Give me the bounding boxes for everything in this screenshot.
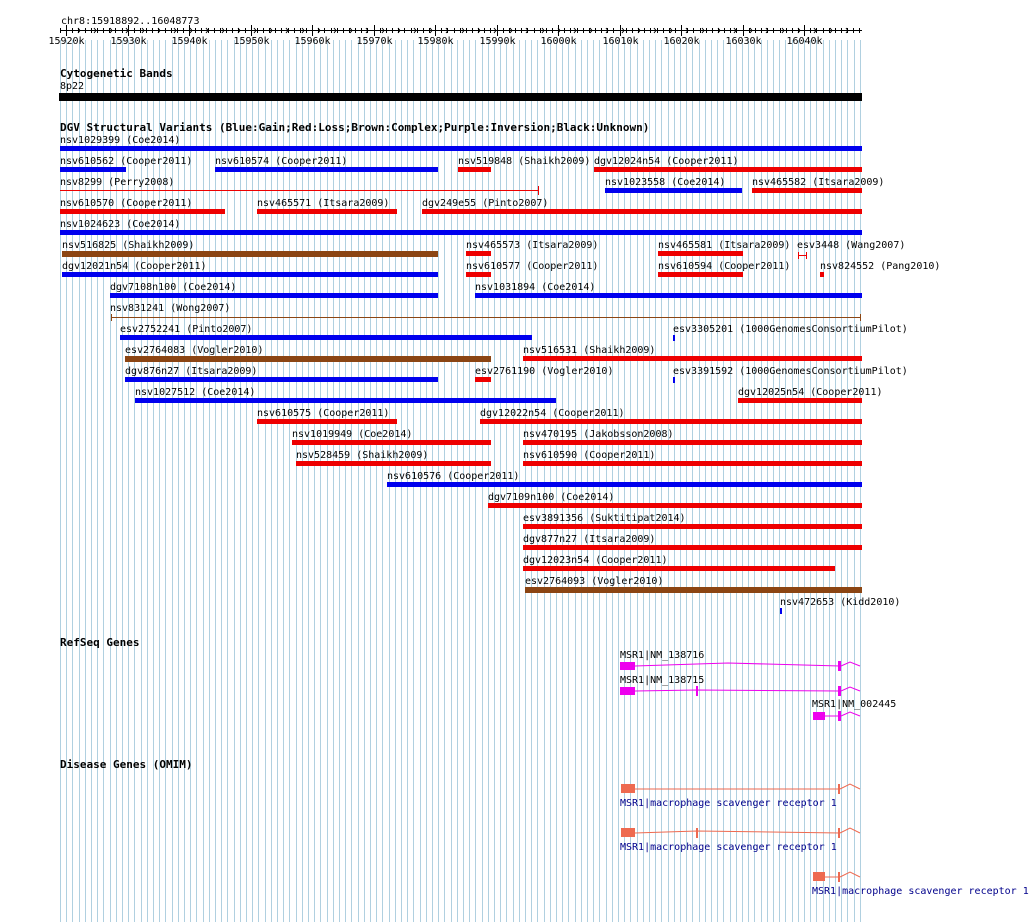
variant-bar[interactable] — [480, 419, 862, 424]
variant-bar[interactable] — [523, 356, 862, 361]
variant-label[interactable]: nsv8299 (Perry2008) — [60, 177, 175, 188]
variant-bar[interactable] — [387, 482, 862, 487]
ruler-tick-label: 16010k — [602, 36, 639, 47]
variant-line-end — [111, 314, 112, 321]
variant-label[interactable]: dgv7109n100 (Coe2014) — [488, 492, 615, 503]
gene-exon — [620, 662, 635, 670]
gene-intron — [635, 831, 840, 833]
ruler-tick-label: 15980k — [417, 36, 454, 47]
variant-label[interactable]: nsv1019949 (Coe2014) — [292, 429, 413, 440]
variant-label[interactable]: esv3305201 (1000GenomesConsortiumPilot) — [673, 324, 908, 335]
variant-bar[interactable] — [466, 272, 491, 277]
variant-label[interactable]: nsv610577 (Cooper2011) — [466, 261, 599, 272]
variant-label[interactable]: dgv12024n54 (Cooper2011) — [594, 156, 739, 167]
variant-bar[interactable] — [135, 398, 556, 403]
variant-label[interactable]: dgv877n27 (Itsara2009) — [523, 534, 656, 545]
ruler-tick-label: 15920k — [48, 36, 85, 47]
variant-label[interactable]: nsv465571 (Itsara2009) — [257, 198, 390, 209]
variant-label[interactable]: nsv465582 (Itsara2009) — [752, 177, 885, 188]
variant-label[interactable]: nsv610576 (Cooper2011) — [387, 471, 520, 482]
variant-label[interactable]: nsv465573 (Itsara2009) — [466, 240, 599, 251]
variant-label[interactable]: nsv610562 (Cooper2011) — [60, 156, 193, 167]
ruler-tick-label: 15930k — [110, 36, 147, 47]
variant-label[interactable]: esv3891356 (Suktitipat2014) — [523, 513, 686, 524]
variant-bar[interactable] — [125, 356, 491, 362]
variant-label[interactable]: nsv610570 (Cooper2011) — [60, 198, 193, 209]
variant-bar[interactable] — [738, 398, 862, 403]
variant-label[interactable]: dgv12023n54 (Cooper2011) — [523, 555, 668, 566]
variant-line-end — [806, 252, 807, 259]
omim-track-title: Disease Genes (OMIM) — [60, 758, 193, 771]
variant-label[interactable]: nsv831241 (Wong2007) — [110, 303, 231, 314]
gene-exon — [696, 686, 698, 696]
variant-bar[interactable] — [594, 167, 862, 172]
variant-label[interactable]: nsv1029399 (Coe2014) — [60, 135, 181, 146]
variant-label[interactable]: dgv12021n54 (Cooper2011) — [62, 261, 207, 272]
variant-label[interactable]: nsv516825 (Shaikh2009) — [62, 240, 195, 251]
variant-label[interactable]: dgv7108n100 (Coe2014) — [110, 282, 237, 293]
variant-bar[interactable] — [60, 146, 862, 151]
ruler-tick-label: 15940k — [171, 36, 208, 47]
variant-label[interactable]: nsv610594 (Cooper2011) — [658, 261, 791, 272]
gene-exon — [838, 686, 841, 696]
variant-bar[interactable] — [525, 587, 862, 593]
gene-exon — [621, 784, 635, 793]
variant-bar[interactable] — [658, 251, 743, 256]
gene-exon — [838, 661, 841, 671]
cytoband-bar[interactable] — [59, 93, 862, 101]
omim-gene-model[interactable] — [810, 869, 870, 885]
gene-label[interactable]: MSR1|NM_138715 — [620, 675, 705, 686]
variant-label[interactable]: dgv12022n54 (Cooper2011) — [480, 408, 625, 419]
ruler-tick-label: 16040k — [786, 36, 823, 47]
ruler-tick-label: 16000k — [540, 36, 577, 47]
variant-bar[interactable] — [475, 293, 862, 298]
variant-bar[interactable] — [523, 524, 862, 529]
omim-gene-model[interactable] — [618, 781, 868, 797]
variant-label[interactable]: dgv876n27 (Itsara2009) — [125, 366, 258, 377]
variant-bar[interactable] — [60, 167, 126, 172]
variant-line-end — [860, 314, 861, 321]
variant-label[interactable]: nsv824552 (Pang2010) — [820, 261, 941, 272]
variant-bar[interactable] — [296, 461, 491, 466]
variant-bar[interactable] — [752, 188, 862, 193]
variant-label[interactable]: dgv12025n54 (Cooper2011) — [738, 387, 883, 398]
variant-bar[interactable] — [820, 272, 824, 277]
variant-bar[interactable] — [215, 167, 438, 172]
gene-intron — [840, 784, 860, 789]
variant-label[interactable]: nsv528459 (Shaikh2009) — [296, 450, 429, 461]
variant-label[interactable]: nsv610590 (Cooper2011) — [523, 450, 656, 461]
variant-bar[interactable] — [257, 419, 397, 424]
variant-bar[interactable] — [523, 566, 835, 571]
variant-bar[interactable] — [60, 230, 862, 235]
gene-exon — [621, 828, 635, 837]
ruler-region-label: chr8:15918892..16048773 — [61, 16, 200, 27]
variant-label[interactable]: dgv249e55 (Pinto2007) — [422, 198, 549, 209]
variant-bar[interactable] — [125, 377, 438, 382]
gene-intron — [841, 662, 860, 666]
variant-bar[interactable] — [458, 167, 491, 172]
variant-bar[interactable] — [523, 461, 862, 466]
variant-line-end — [538, 186, 539, 195]
omim-gene-model[interactable] — [618, 825, 868, 841]
variant-bar[interactable] — [488, 503, 862, 508]
variant-label[interactable]: nsv610574 (Cooper2011) — [215, 156, 348, 167]
cytoband-track-title: Cytogenetic Bands — [60, 67, 173, 80]
variant-bar[interactable] — [466, 251, 491, 256]
gene-intron — [635, 690, 840, 691]
refseq-track-title: RefSeq Genes — [60, 636, 140, 649]
variant-bar[interactable] — [780, 608, 782, 614]
gene-label[interactable]: MSR1|NM_002445 — [812, 699, 897, 710]
variant-bar[interactable] — [60, 209, 225, 214]
variant-line[interactable] — [111, 317, 861, 318]
variant-label[interactable]: nsv472653 (Kidd2010) — [780, 597, 901, 608]
variant-label[interactable]: nsv1023558 (Coe2014) — [605, 177, 726, 188]
ruler-tick-label: 15960k — [294, 36, 331, 47]
gene-intron — [841, 712, 860, 716]
variant-bar[interactable] — [673, 335, 675, 341]
variant-label[interactable]: nsv470195 (Jakobsson2008) — [523, 429, 674, 440]
variant-bar[interactable] — [120, 335, 532, 340]
variant-bar[interactable] — [110, 293, 438, 298]
gene-intron — [635, 663, 840, 666]
variant-label[interactable]: esv2761190 (Vogler2010) — [475, 366, 614, 377]
ruler-tick-label: 15950k — [233, 36, 270, 47]
variant-bar[interactable] — [257, 209, 397, 214]
omim-gene-label[interactable]: MSR1|macrophage scavenger receptor 1 — [620, 798, 837, 809]
gene-exon — [813, 872, 825, 881]
variant-bar[interactable] — [658, 272, 743, 277]
ruler-tick-label: 15990k — [479, 36, 516, 47]
variant-line[interactable] — [60, 190, 538, 191]
variant-line-end — [798, 252, 799, 259]
variant-label[interactable]: nsv465581 (Itsara2009) — [658, 240, 791, 251]
gene-intron — [840, 828, 860, 833]
variant-label[interactable]: nsv516531 (Shaikh2009) — [523, 345, 656, 356]
ruler-tick-label: 16020k — [663, 36, 700, 47]
variant-label[interactable]: nsv610575 (Cooper2011) — [257, 408, 390, 419]
gene-exon — [838, 872, 840, 882]
ruler-tick-label: 16030k — [725, 36, 762, 47]
cytoband-label: 8p22 — [60, 81, 85, 92]
variant-bar[interactable] — [62, 251, 438, 257]
variant-bar[interactable] — [422, 209, 862, 214]
ruler-ticks — [48, 25, 862, 47]
coordinate-ruler[interactable] — [0, 0, 890, 50]
variant-label[interactable]: esv3448 (Wang2007) — [797, 240, 906, 251]
variant-label[interactable]: nsv1031894 (Coe2014) — [475, 282, 596, 293]
variant-bar[interactable] — [62, 272, 438, 277]
gene-exon — [838, 711, 841, 721]
variant-bar[interactable] — [523, 545, 862, 550]
omim-gene-label[interactable]: MSR1|macrophage scavenger receptor 1 — [620, 842, 837, 853]
gene-intron — [841, 687, 860, 691]
gene-model[interactable] — [810, 708, 870, 724]
variant-label[interactable]: esv2764083 (Vogler2010) — [125, 345, 264, 356]
gene-exon — [838, 828, 840, 838]
variant-label[interactable]: nsv1027512 (Coe2014) — [135, 387, 256, 398]
variant-label[interactable]: nsv1024623 (Coe2014) — [60, 219, 181, 230]
gene-label[interactable]: MSR1|NM_138716 — [620, 650, 705, 661]
gene-exon — [813, 712, 825, 720]
variant-bar[interactable] — [475, 377, 491, 382]
variant-label[interactable]: esv2752241 (Pinto2007) — [120, 324, 253, 335]
variant-label[interactable]: esv3391592 (1000GenomesConsortiumPilot) — [673, 366, 908, 377]
variant-label[interactable]: nsv519848 (Shaikh2009) — [458, 156, 591, 167]
gene-exon — [620, 687, 635, 695]
variant-bar[interactable] — [292, 440, 491, 445]
variant-bar[interactable] — [523, 440, 862, 445]
ruler-tick-label: 15970k — [356, 36, 393, 47]
variant-bar[interactable] — [605, 188, 742, 193]
variant-bar[interactable] — [673, 377, 675, 383]
gene-exon — [696, 828, 698, 838]
variant-label[interactable]: esv2764093 (Vogler2010) — [525, 576, 664, 587]
gene-intron — [840, 872, 860, 877]
omim-gene-label[interactable]: MSR1|macrophage scavenger receptor 1 — [812, 886, 1029, 897]
dgv-track-title: DGV Structural Variants (Blue:Gain;Red:Loss;Brown:Complex;Purple:Inversion;Black:Unknown) — [60, 121, 650, 134]
gene-exon — [838, 784, 840, 794]
